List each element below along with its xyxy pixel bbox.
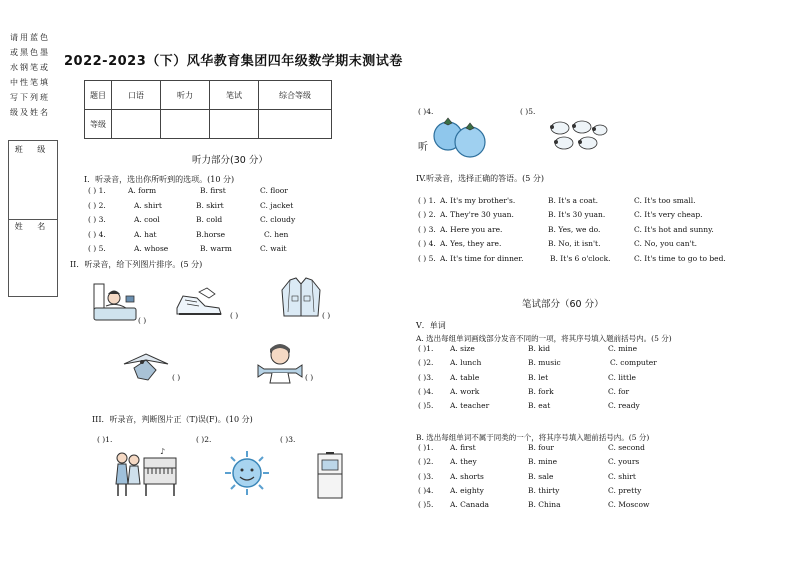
option-b: B. kid xyxy=(528,344,551,353)
option-a: A. table xyxy=(450,373,480,382)
option-a: A. They're 30 yuan. xyxy=(440,210,514,219)
answer-paren[interactable]: ( ) xyxy=(230,311,239,320)
q1-item xyxy=(88,244,287,253)
sick-in-bed-picture xyxy=(92,282,138,324)
answer-paren[interactable]: ( ) xyxy=(172,373,181,382)
answer-paren[interactable]: ( )3. xyxy=(280,435,296,444)
answer-paren[interactable]: ( )5. xyxy=(418,500,434,509)
option-c: C. yours xyxy=(608,457,640,466)
fridge-picture xyxy=(316,452,344,500)
class-label: 班 级 xyxy=(14,145,52,154)
score-cell[interactable] xyxy=(259,110,332,139)
option-a: A. lunch xyxy=(450,358,482,367)
score-header: 题目 xyxy=(85,81,112,110)
a-item xyxy=(418,358,657,367)
score-header: 综合等级 xyxy=(259,81,332,110)
q2-heading: II．听录音，给下列图片排序。(5 分) xyxy=(70,260,203,269)
score-header: 笔试 xyxy=(210,81,259,110)
side-line: 级及姓名 xyxy=(10,108,50,117)
answer-paren[interactable]: ( )3. xyxy=(418,472,434,481)
answer-paren[interactable]: ( ) 1. xyxy=(418,196,436,205)
option-a: A. hat xyxy=(134,230,157,239)
option-b: B.horse xyxy=(196,230,226,239)
option-c: C. pretty xyxy=(608,486,642,495)
option-a: A. teacher xyxy=(450,401,490,410)
b-item xyxy=(418,443,645,452)
option-b: B. cold xyxy=(196,215,223,224)
q1-heading: I．听录音，选出你所听到的选项。(10 分) xyxy=(84,175,235,184)
option-c: C. little xyxy=(608,373,636,382)
option-b: B. fork xyxy=(528,387,554,396)
option-c: C. for xyxy=(608,387,630,396)
answer-paren[interactable]: ( ) 3. xyxy=(418,225,436,234)
option-a: A. It's my brother's. xyxy=(440,196,516,205)
option-a: A. first xyxy=(450,443,476,452)
answer-paren[interactable]: ( )2. xyxy=(196,435,212,444)
q4-item xyxy=(418,225,714,234)
option-a: A. eighty xyxy=(450,486,484,495)
option-c: C. cloudy xyxy=(260,215,296,224)
side-line: 水钢笔或 xyxy=(10,63,50,72)
option-a: A. Yes, they are. xyxy=(440,239,502,248)
fruit-picture xyxy=(430,112,492,160)
option-b: B. let xyxy=(528,373,549,382)
option-b: B. Yes, we do. xyxy=(548,225,601,234)
option-c: C. It's hot and sunny. xyxy=(634,225,714,234)
piano-picture xyxy=(110,444,180,500)
option-c: C. mine xyxy=(608,344,638,353)
b-item xyxy=(418,500,650,509)
answer-paren[interactable]: ( )4. xyxy=(418,387,434,396)
q1-item xyxy=(88,230,289,239)
answer-paren[interactable]: ( )2. xyxy=(418,457,434,466)
option-c: C. computer xyxy=(610,358,657,367)
option-a: A. shirt xyxy=(134,201,162,210)
option-b: B. sale xyxy=(528,472,554,481)
b-item xyxy=(418,472,636,481)
q4-item xyxy=(418,210,703,219)
option-b: B. It's 30 yuan. xyxy=(548,210,606,219)
answer-paren[interactable]: ( )1. xyxy=(418,443,434,452)
option-c: C. wait xyxy=(260,244,287,253)
written-title: 笔试部分（60 分） xyxy=(522,299,604,310)
side-instruction xyxy=(10,30,56,120)
option-b: B. four xyxy=(528,443,554,452)
option-a: A. cool xyxy=(134,215,160,224)
score-header: 听力 xyxy=(161,81,210,110)
option-c: C. second xyxy=(608,443,645,452)
name-label: 姓 名 xyxy=(14,222,52,231)
q4-item xyxy=(418,196,696,205)
svg-text:♪: ♪ xyxy=(160,447,166,456)
option-b: B. China xyxy=(528,500,561,509)
answer-paren[interactable]: ( ) 5. xyxy=(418,254,436,263)
score-table xyxy=(84,80,332,139)
q4-item xyxy=(418,239,698,248)
option-c: C. It's very cheap. xyxy=(634,210,703,219)
answer-paren[interactable]: ( ) 3. xyxy=(88,215,106,224)
ting-char: 听 xyxy=(418,142,428,153)
answer-paren[interactable]: ( ) 4. xyxy=(418,239,436,248)
answer-paren[interactable]: ( )1. xyxy=(418,344,434,353)
a-item xyxy=(418,387,630,396)
option-a: A. they xyxy=(450,457,477,466)
option-c: C. ready xyxy=(608,401,640,410)
q1-item xyxy=(88,201,294,210)
option-a: A. work xyxy=(450,387,480,396)
option-a: A. form xyxy=(128,186,157,195)
answer-paren[interactable]: ( ) 2. xyxy=(88,201,106,210)
option-b: B. warm xyxy=(200,244,232,253)
a-item xyxy=(418,401,640,410)
side-line: 写下列班 xyxy=(10,93,50,102)
score-header: 口语 xyxy=(112,81,161,110)
option-b: B. thirty xyxy=(528,486,560,495)
option-b: B. skirt xyxy=(196,201,224,210)
b-item xyxy=(418,457,640,466)
answer-paren[interactable]: ( ) xyxy=(305,373,314,382)
answer-paren[interactable]: ( )1. xyxy=(97,435,113,444)
option-a: A. Here you are. xyxy=(440,225,503,234)
q4-heading: IV.听录音，选择正确的答语。(5 分) xyxy=(416,174,544,183)
option-c: C. Moscow xyxy=(608,500,650,509)
girl-picture xyxy=(258,343,306,385)
score-row-label: 等级 xyxy=(85,110,112,139)
option-c: C. floor xyxy=(260,186,288,195)
option-b: B. eat xyxy=(528,401,551,410)
answer-paren[interactable]: ( )5. xyxy=(418,401,434,410)
q4-item xyxy=(418,254,726,263)
page-title: 2022-2023（下）风华教育集团四年级数学期末测试卷 xyxy=(64,54,403,69)
score-cell[interactable] xyxy=(161,110,210,139)
option-c: C. jacket xyxy=(260,201,294,210)
answer-paren[interactable]: ( ) xyxy=(138,316,147,325)
answer-paren[interactable]: ( ) 1. xyxy=(88,186,106,195)
option-b: B. mine xyxy=(528,457,558,466)
option-a: A. Canada xyxy=(450,500,489,509)
answer-paren[interactable]: ( )4. xyxy=(418,486,434,495)
score-cell[interactable] xyxy=(210,110,259,139)
option-a: A. It's time for dinner. xyxy=(440,254,524,263)
answer-paren[interactable]: ( ) 2. xyxy=(418,210,436,219)
bird-picture xyxy=(120,346,172,382)
option-c: C. shirt xyxy=(608,472,636,481)
side-line: 中性笔填 xyxy=(10,78,50,87)
q1-item xyxy=(88,186,288,195)
option-a: A. shorts xyxy=(450,472,484,481)
answer-paren[interactable]: ( ) xyxy=(322,311,331,320)
v-heading: V．单词 xyxy=(416,321,446,330)
option-b: B. It's a coat. xyxy=(548,196,598,205)
name-box[interactable] xyxy=(8,218,58,297)
q3-heading: III．听录音，判断图片正（T)误(F)。(10 分) xyxy=(92,415,253,424)
answer-paren[interactable]: ( ) 4. xyxy=(88,230,106,239)
a-item xyxy=(418,344,638,353)
option-b: B. first xyxy=(200,186,226,195)
option-c: C. It's time to go to bed. xyxy=(634,254,726,263)
shoes-picture xyxy=(175,286,225,318)
sun-picture xyxy=(224,450,270,496)
answer-paren[interactable]: ( )4. xyxy=(418,107,434,116)
option-c: C. No, you can't. xyxy=(634,239,698,248)
a-item xyxy=(418,373,636,382)
q1-item xyxy=(88,215,296,224)
option-c: C. It's too small. xyxy=(634,196,696,205)
option-a: A. size xyxy=(450,344,475,353)
side-line: 或黑色墨 xyxy=(10,48,50,57)
jacket-picture xyxy=(280,276,322,320)
class-box[interactable] xyxy=(8,140,58,220)
answer-paren[interactable]: ( )2. xyxy=(418,358,434,367)
option-b: B. It's 6 o'clock. xyxy=(550,254,611,263)
option-b: B. music xyxy=(528,358,561,367)
option-a: A. whose xyxy=(134,244,169,253)
a-heading: A. 选出每组单词画线部分发音不同的一项，将其序号填入题前括号内。(5 分) xyxy=(416,334,672,343)
answer-paren[interactable]: ( )3. xyxy=(418,373,434,382)
sheep-picture xyxy=(548,118,608,152)
b-item xyxy=(418,486,642,495)
b-heading: B. 选出每组单词不属于同类的一个，将其序号填入题前括号内。(5 分) xyxy=(416,433,650,442)
score-cell[interactable] xyxy=(112,110,161,139)
answer-paren[interactable]: ( )5. xyxy=(520,107,536,116)
option-b: B. No, it isn't. xyxy=(548,239,601,248)
option-c: C. hen xyxy=(264,230,289,239)
side-line: 请用蓝色 xyxy=(10,33,50,42)
answer-paren[interactable]: ( ) 5. xyxy=(88,244,106,253)
listening-title: 听力部分(30 分） xyxy=(192,155,268,166)
